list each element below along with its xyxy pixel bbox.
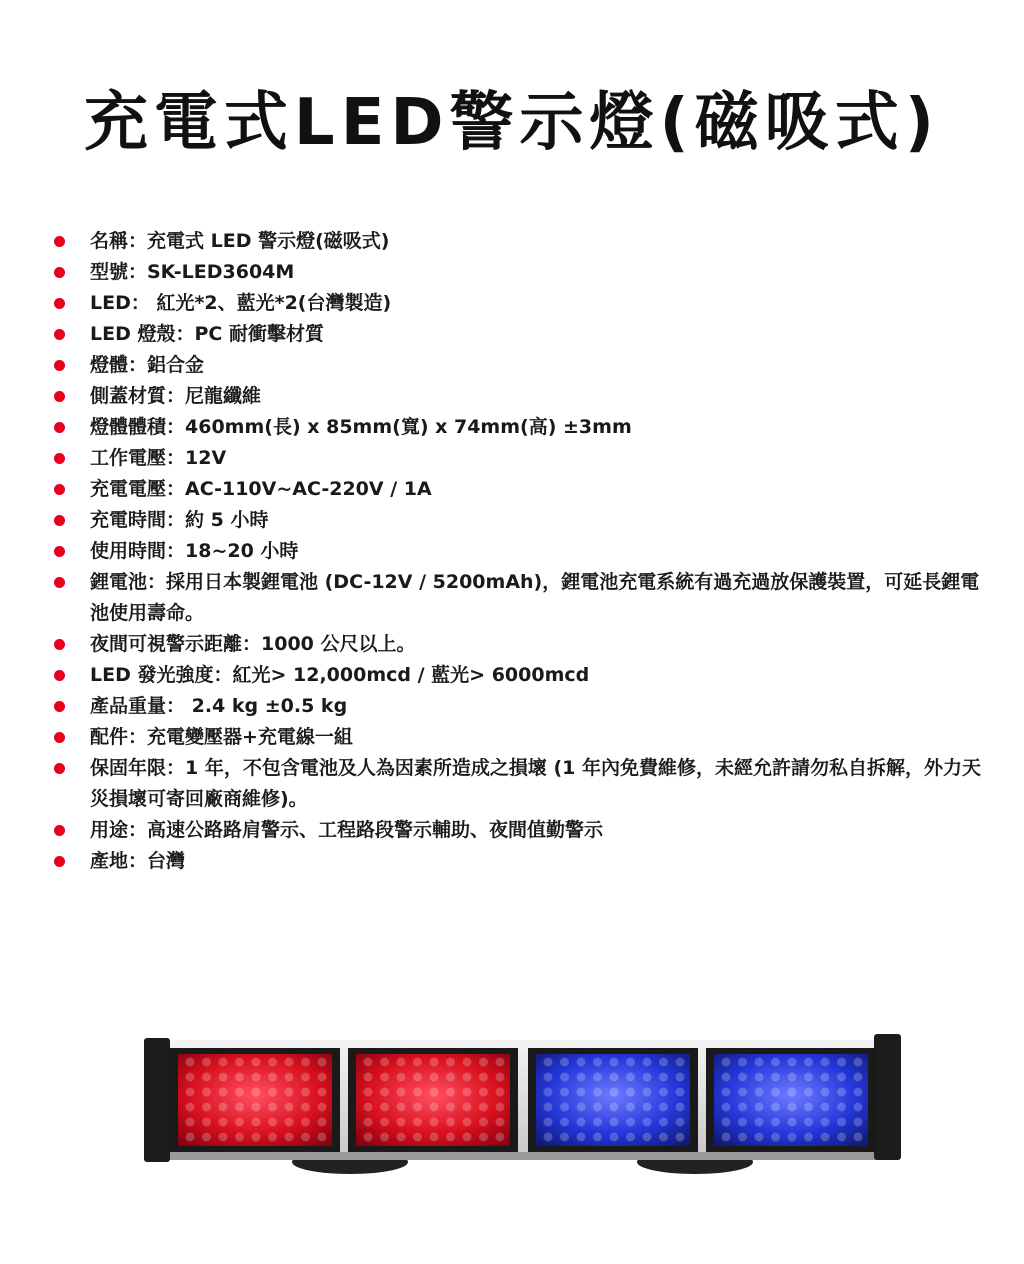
led-dot	[413, 1088, 422, 1097]
led-dot	[186, 1073, 195, 1082]
led-dot	[821, 1118, 830, 1127]
led-dot	[626, 1118, 635, 1127]
spec-text: 充電時間：約 5 小時	[90, 509, 269, 531]
spec-item	[52, 567, 992, 629]
led-dot	[610, 1058, 619, 1067]
bullet-icon	[54, 856, 65, 867]
led-dot	[380, 1118, 389, 1127]
led-dot	[397, 1103, 406, 1112]
bullet-icon	[54, 329, 65, 340]
led-dot	[318, 1058, 327, 1067]
led-dot	[771, 1088, 780, 1097]
spec-item	[52, 319, 992, 350]
led-dot	[202, 1118, 211, 1127]
led-dot	[544, 1118, 553, 1127]
led-dot	[771, 1133, 780, 1142]
spec-item	[52, 846, 992, 877]
led-dot	[219, 1118, 228, 1127]
led-dot	[430, 1103, 439, 1112]
spec-item	[52, 753, 992, 815]
led-dot	[268, 1103, 277, 1112]
led-dot	[788, 1073, 797, 1082]
led-dot	[676, 1088, 685, 1097]
led-dot	[252, 1088, 261, 1097]
spec-item	[52, 722, 992, 753]
bullet-icon	[54, 701, 65, 712]
led-dot	[413, 1133, 422, 1142]
led-dot	[788, 1118, 797, 1127]
led-dot	[380, 1088, 389, 1097]
led-dot	[463, 1133, 472, 1142]
led-dot	[722, 1058, 731, 1067]
led-dot	[837, 1088, 846, 1097]
led-dot	[676, 1058, 685, 1067]
led-dot	[285, 1103, 294, 1112]
page-title: 充電式LED警示燈(磁吸式)	[83, 86, 941, 160]
led-dot	[560, 1088, 569, 1097]
led-dot	[397, 1133, 406, 1142]
led-dot	[413, 1058, 422, 1067]
led-dot	[380, 1058, 389, 1067]
led-dot	[463, 1088, 472, 1097]
led-dot	[301, 1058, 310, 1067]
led-dot	[804, 1088, 813, 1097]
led-dot	[318, 1073, 327, 1082]
led-dot	[676, 1118, 685, 1127]
led-light-bar-image	[140, 1030, 905, 1180]
led-dot	[643, 1088, 652, 1097]
bullet-icon	[54, 298, 65, 309]
led-dot	[837, 1118, 846, 1127]
spec-item	[52, 226, 992, 257]
led-dot	[301, 1073, 310, 1082]
led-dot	[318, 1088, 327, 1097]
bullet-icon	[54, 236, 65, 247]
bullet-icon	[54, 453, 65, 464]
led-dot	[496, 1103, 505, 1112]
led-dot	[219, 1073, 228, 1082]
bullet-icon	[54, 763, 65, 774]
spec-text: 燈體體積：460mm(長) x 85mm(寬) x 74mm(高) ±3mm	[90, 416, 632, 438]
led-dot	[560, 1118, 569, 1127]
led-dot	[643, 1118, 652, 1127]
led-dot	[186, 1118, 195, 1127]
spec-text: 工作電壓：12V	[90, 447, 227, 469]
led-dot	[560, 1133, 569, 1142]
led-dot	[659, 1088, 668, 1097]
led-dot	[463, 1058, 472, 1067]
spec-item	[52, 660, 992, 691]
led-dot	[544, 1058, 553, 1067]
led-dot	[285, 1058, 294, 1067]
led-dot	[430, 1118, 439, 1127]
led-dot	[821, 1073, 830, 1082]
led-dot	[560, 1103, 569, 1112]
led-dot	[430, 1058, 439, 1067]
led-dot	[821, 1103, 830, 1112]
led-dot	[413, 1103, 422, 1112]
spec-item	[52, 505, 992, 536]
bullet-icon	[54, 267, 65, 278]
led-dot	[788, 1133, 797, 1142]
led-dot	[626, 1058, 635, 1067]
spec-item	[52, 536, 992, 567]
spec-text: 充電電壓：AC-110V~AC-220V / 1A	[90, 478, 432, 500]
led-dot	[788, 1088, 797, 1097]
led-dot	[676, 1073, 685, 1082]
spec-list	[52, 226, 992, 877]
led-dot	[643, 1073, 652, 1082]
led-dot	[446, 1103, 455, 1112]
led-dot	[446, 1133, 455, 1142]
spec-item	[52, 629, 992, 660]
led-dot	[268, 1088, 277, 1097]
led-dot	[821, 1058, 830, 1067]
led-dot	[219, 1058, 228, 1067]
led-dot	[560, 1058, 569, 1067]
led-dot	[610, 1133, 619, 1142]
led-dot	[479, 1058, 488, 1067]
led-dot	[577, 1058, 586, 1067]
spec-item	[52, 381, 992, 412]
led-dot	[722, 1073, 731, 1082]
led-dot	[837, 1133, 846, 1142]
led-dot	[626, 1088, 635, 1097]
led-dot	[496, 1118, 505, 1127]
led-dot	[496, 1058, 505, 1067]
led-dot	[252, 1118, 261, 1127]
led-dot	[659, 1133, 668, 1142]
spec-item	[52, 474, 992, 505]
led-dot	[854, 1103, 863, 1112]
bullet-icon	[54, 484, 65, 495]
led-dot	[738, 1118, 747, 1127]
spec-item	[52, 257, 992, 288]
led-dot	[252, 1058, 261, 1067]
led-dot	[318, 1103, 327, 1112]
led-dot	[318, 1118, 327, 1127]
led-dot	[479, 1073, 488, 1082]
led-dot	[186, 1133, 195, 1142]
led-dot	[446, 1118, 455, 1127]
led-dot	[755, 1118, 764, 1127]
led-dot	[676, 1133, 685, 1142]
led-dot	[771, 1073, 780, 1082]
led-dot	[593, 1058, 602, 1067]
led-dot	[202, 1133, 211, 1142]
led-dot	[771, 1118, 780, 1127]
led-dot	[837, 1058, 846, 1067]
led-dot	[821, 1088, 830, 1097]
spec-text: 側蓋材質：尼龍纖維	[90, 385, 262, 407]
led-dot	[804, 1073, 813, 1082]
led-dot	[285, 1133, 294, 1142]
led-dot	[235, 1133, 244, 1142]
led-dot	[788, 1058, 797, 1067]
led-dot	[397, 1118, 406, 1127]
led-dot	[463, 1103, 472, 1112]
led-dot	[268, 1133, 277, 1142]
led-dot	[804, 1058, 813, 1067]
led-dot	[219, 1103, 228, 1112]
led-dot	[626, 1073, 635, 1082]
led-dot	[854, 1133, 863, 1142]
led-dot	[610, 1073, 619, 1082]
led-dot	[755, 1133, 764, 1142]
led-dot	[626, 1103, 635, 1112]
led-dot	[722, 1103, 731, 1112]
led-dot	[364, 1118, 373, 1127]
spec-item	[52, 412, 992, 443]
led-dot	[738, 1058, 747, 1067]
bullet-icon	[54, 825, 65, 836]
led-dot	[463, 1118, 472, 1127]
spec-text: 用途：高速公路路肩警示、工程路段警示輔助、夜間值勤警示	[90, 819, 604, 841]
led-dot	[544, 1103, 553, 1112]
led-dot	[380, 1073, 389, 1082]
led-dot	[380, 1103, 389, 1112]
led-dot	[463, 1073, 472, 1082]
led-dot	[430, 1073, 439, 1082]
led-dot	[364, 1088, 373, 1097]
led-dot	[610, 1088, 619, 1097]
led-dot	[235, 1073, 244, 1082]
led-dot	[643, 1103, 652, 1112]
led-dot	[235, 1058, 244, 1067]
led-dot	[202, 1058, 211, 1067]
spec-text: 鋰電池：採用日本製鋰電池 (DC-12V / 5200mAh)，鋰電池充電系統有過充過放保護裝置，可延長鋰電池使用壽命。	[90, 571, 980, 624]
spec-text: 產地：台灣	[90, 850, 186, 872]
led-dot	[446, 1058, 455, 1067]
bullet-icon	[54, 515, 65, 526]
led-dot	[593, 1073, 602, 1082]
led-dot	[593, 1133, 602, 1142]
led-dot	[268, 1073, 277, 1082]
led-dot	[268, 1058, 277, 1067]
led-dot	[285, 1118, 294, 1127]
led-dot	[496, 1088, 505, 1097]
led-dot	[285, 1088, 294, 1097]
led-dot	[577, 1118, 586, 1127]
led-dot	[593, 1118, 602, 1127]
spec-text: LED： 紅光*2、藍光*2(台灣製造)	[90, 292, 392, 314]
led-dot	[659, 1103, 668, 1112]
led-dot	[738, 1103, 747, 1112]
led-dot	[364, 1103, 373, 1112]
led-dot	[676, 1103, 685, 1112]
led-dot	[771, 1103, 780, 1112]
led-dot	[397, 1088, 406, 1097]
spec-item	[52, 691, 992, 722]
bullet-icon	[54, 732, 65, 743]
led-dot	[186, 1103, 195, 1112]
led-dot	[301, 1118, 310, 1127]
led-dot	[397, 1073, 406, 1082]
led-dot	[446, 1073, 455, 1082]
led-dot	[479, 1118, 488, 1127]
led-dot	[430, 1133, 439, 1142]
led-dot	[722, 1133, 731, 1142]
led-dot	[659, 1073, 668, 1082]
spec-item	[52, 443, 992, 474]
bullet-icon	[54, 546, 65, 557]
led-dot	[219, 1133, 228, 1142]
led-dot	[235, 1118, 244, 1127]
led-dot	[577, 1103, 586, 1112]
led-dot	[397, 1058, 406, 1067]
led-dot	[413, 1073, 422, 1082]
led-dot	[577, 1088, 586, 1097]
led-dot	[738, 1088, 747, 1097]
led-dot	[659, 1058, 668, 1067]
led-dot	[659, 1118, 668, 1127]
led-dot	[771, 1058, 780, 1067]
led-dot	[252, 1103, 261, 1112]
spec-text: 夜間可視警示距離：1000 公尺以上。	[90, 633, 416, 655]
spec-text: 使用時間：18~20 小時	[90, 540, 299, 562]
end-cap-left	[144, 1038, 170, 1162]
led-dot	[285, 1073, 294, 1082]
led-dot	[235, 1103, 244, 1112]
bullet-icon	[54, 639, 65, 650]
led-dot	[643, 1058, 652, 1067]
led-dot	[544, 1133, 553, 1142]
led-dot	[560, 1073, 569, 1082]
led-dot	[479, 1088, 488, 1097]
spec-text: 型號：SK-LED3604M	[90, 261, 295, 283]
led-dot	[593, 1088, 602, 1097]
led-dot	[643, 1133, 652, 1142]
led-dot	[755, 1073, 764, 1082]
led-dot	[804, 1118, 813, 1127]
spec-text: 保固年限：1 年，不包含電池及人為因素所造成之損壞 (1 年內免費維修，未經允許請勿私自拆解，外力天災損壞可寄回廠商維修)。	[90, 757, 981, 810]
bullet-icon	[54, 391, 65, 402]
spec-item	[52, 288, 992, 319]
led-dot	[301, 1103, 310, 1112]
led-dot	[854, 1088, 863, 1097]
led-dot	[788, 1103, 797, 1112]
spec-text: 燈體：鋁合金	[90, 354, 205, 376]
led-dot	[577, 1133, 586, 1142]
led-dot	[301, 1133, 310, 1142]
led-dot	[577, 1073, 586, 1082]
led-dot	[755, 1103, 764, 1112]
led-dot	[202, 1088, 211, 1097]
led-dot	[722, 1088, 731, 1097]
led-dot	[544, 1088, 553, 1097]
led-dot	[479, 1103, 488, 1112]
led-dot	[804, 1103, 813, 1112]
led-dot	[722, 1118, 731, 1127]
led-dot	[219, 1088, 228, 1097]
led-dot	[755, 1058, 764, 1067]
led-dot	[202, 1073, 211, 1082]
led-dot	[186, 1058, 195, 1067]
led-dot	[364, 1133, 373, 1142]
spec-item	[52, 815, 992, 846]
led-dot	[380, 1133, 389, 1142]
spec-text: 配件：充電變壓器+充電線一組	[90, 726, 353, 748]
led-dot	[854, 1058, 863, 1067]
spec-text: 名稱：充電式 LED 警示燈(磁吸式)	[90, 230, 390, 252]
led-dot	[854, 1118, 863, 1127]
led-dot	[186, 1088, 195, 1097]
spec-text: 產品重量： 2.4 kg ±0.5 kg	[90, 695, 348, 717]
led-dot	[496, 1073, 505, 1082]
led-dot	[252, 1133, 261, 1142]
led-dot	[235, 1088, 244, 1097]
led-dot	[544, 1073, 553, 1082]
led-dot	[804, 1133, 813, 1142]
bullet-icon	[54, 577, 65, 588]
led-dot	[430, 1088, 439, 1097]
led-dot	[738, 1073, 747, 1082]
led-dot	[202, 1103, 211, 1112]
led-dot	[413, 1118, 422, 1127]
led-dot	[610, 1118, 619, 1127]
spec-text: LED 燈殼：PC 耐衝擊材質	[90, 323, 324, 345]
spec-item	[52, 350, 992, 381]
led-dot	[252, 1073, 261, 1082]
bullet-icon	[54, 422, 65, 433]
led-dot	[446, 1088, 455, 1097]
led-dot	[837, 1103, 846, 1112]
led-dot	[821, 1133, 830, 1142]
led-dot	[318, 1133, 327, 1142]
led-dot	[837, 1073, 846, 1082]
led-dot	[755, 1088, 764, 1097]
led-dot	[496, 1133, 505, 1142]
led-dot	[479, 1133, 488, 1142]
led-dot	[610, 1103, 619, 1112]
spec-text: LED 發光強度：紅光> 12,000mcd / 藍光> 6000mcd	[90, 664, 590, 686]
led-dot	[364, 1058, 373, 1067]
led-dot	[268, 1118, 277, 1127]
led-dot	[364, 1073, 373, 1082]
led-dot	[301, 1088, 310, 1097]
end-cap-right	[874, 1034, 901, 1160]
led-dot	[854, 1073, 863, 1082]
bullet-icon	[54, 670, 65, 681]
bullet-icon	[54, 360, 65, 371]
led-dot	[738, 1133, 747, 1142]
led-dot	[593, 1103, 602, 1112]
led-dot	[626, 1133, 635, 1142]
